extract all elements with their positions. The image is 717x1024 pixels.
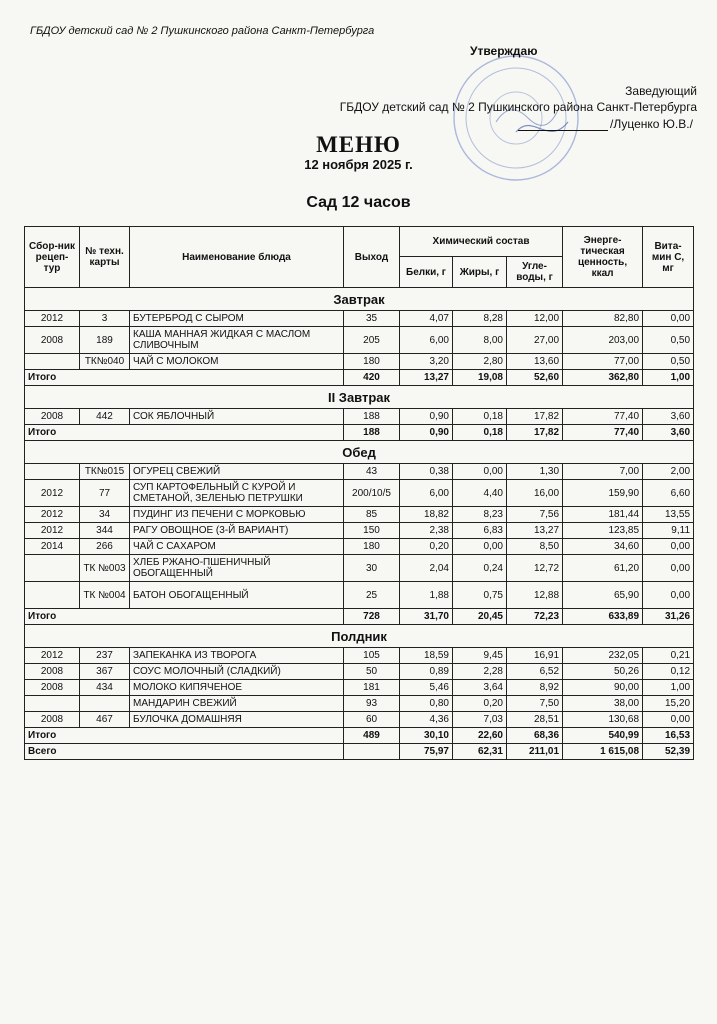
- table-row: [25, 539, 694, 555]
- cell-dish: РАГУ ОВОЩНОЕ (3-Й ВАРИАНТ): [130, 523, 344, 539]
- cell-energy: 130,68: [563, 712, 643, 728]
- total-protein: 0,90: [400, 425, 453, 441]
- cell-protein: 6,00: [400, 480, 453, 507]
- cell-collection: 2014: [25, 539, 80, 555]
- total-label: Итого: [25, 728, 344, 744]
- cell-output: 25: [344, 582, 400, 609]
- table-row: [25, 507, 694, 523]
- cell-card: 434: [80, 680, 130, 696]
- cell-dish: ЧАЙ С МОЛОКОМ: [130, 354, 344, 370]
- cell-energy: 7,00: [563, 464, 643, 480]
- cell-collection: 2008: [25, 680, 80, 696]
- cell-protein: 6,00: [400, 327, 453, 354]
- total-output: 420: [344, 370, 400, 386]
- cell-energy: 123,85: [563, 523, 643, 539]
- cell-fat: 9,45: [453, 648, 507, 664]
- cell-protein: 0,38: [400, 464, 453, 480]
- total-label: Всего: [25, 744, 344, 760]
- cell-collection: 2012: [25, 480, 80, 507]
- cell-protein: 5,46: [400, 680, 453, 696]
- cell-vitc: 15,20: [643, 696, 694, 712]
- total-vitc: 52,39: [643, 744, 694, 760]
- cell-card: 344: [80, 523, 130, 539]
- total-carbs: 17,82: [507, 425, 563, 441]
- section-title: II Завтрак: [25, 386, 694, 409]
- cell-carbs: 13,60: [507, 354, 563, 370]
- cell-fat: 0,20: [453, 696, 507, 712]
- cell-fat: 0,00: [453, 464, 507, 480]
- cell-collection: 2008: [25, 327, 80, 354]
- cell-carbs: 1,30: [507, 464, 563, 480]
- cell-collection: 2008: [25, 664, 80, 680]
- total-fat: 22,60: [453, 728, 507, 744]
- cell-output: 150: [344, 523, 400, 539]
- cell-carbs: 6,52: [507, 664, 563, 680]
- table-row: [25, 696, 694, 712]
- total-row: [25, 609, 694, 625]
- cell-energy: 77,00: [563, 354, 643, 370]
- col-fat: Жиры, г: [453, 257, 507, 288]
- cell-output: 35: [344, 311, 400, 327]
- cell-output: 93: [344, 696, 400, 712]
- section-row: [25, 441, 694, 464]
- cell-vitc: 0,12: [643, 664, 694, 680]
- grand-total-row: [25, 744, 694, 760]
- cell-vitc: 9,11: [643, 523, 694, 539]
- total-carbs: 72,23: [507, 609, 563, 625]
- cell-collection: 2012: [25, 648, 80, 664]
- table-row: [25, 409, 694, 425]
- head-organization: ГБДОУ детский сад № 2 Пушкинского района Санкт-Петербурга: [339, 100, 697, 114]
- cell-dish: БУТЕРБРОД С СЫРОМ: [130, 311, 344, 327]
- cell-dish: ОГУРЕЦ СВЕЖИЙ: [130, 464, 344, 480]
- cell-collection: 2008: [25, 712, 80, 728]
- total-carbs: 211,01: [507, 744, 563, 760]
- cell-vitc: 0,00: [643, 311, 694, 327]
- cell-collection: [25, 582, 80, 609]
- cell-dish: СУП КАРТОФЕЛЬНЫЙ С КУРОЙ И СМЕТАНОЙ, ЗЕЛЕНЬЮ ПЕТРУШКИ: [130, 480, 344, 507]
- total-vitc: 1,00: [643, 370, 694, 386]
- table-row: [25, 464, 694, 480]
- table-row: [25, 712, 694, 728]
- cell-energy: 50,26: [563, 664, 643, 680]
- cell-output: 205: [344, 327, 400, 354]
- cell-carbs: 8,50: [507, 539, 563, 555]
- cell-dish: БУЛОЧКА ДОМАШНЯЯ: [130, 712, 344, 728]
- total-energy: 540,99: [563, 728, 643, 744]
- col-vitc: Вита-мин С, мг: [643, 227, 694, 288]
- col-chem: Химический состав: [400, 227, 563, 257]
- total-fat: 19,08: [453, 370, 507, 386]
- cell-dish: ЗАПЕКАНКА ИЗ ТВОРОГА: [130, 648, 344, 664]
- cell-fat: 8,23: [453, 507, 507, 523]
- cell-collection: [25, 354, 80, 370]
- cell-collection: [25, 555, 80, 582]
- cell-carbs: 17,82: [507, 409, 563, 425]
- approve-label: Утверждаю: [470, 44, 538, 58]
- organization-line: ГБДОУ детский сад № 2 Пушкинского района Санкт-Петербурга: [30, 25, 375, 37]
- col-carbs: Угле-воды, г: [507, 257, 563, 288]
- menu-table: [24, 226, 694, 760]
- cell-card: [80, 696, 130, 712]
- cell-fat: 0,00: [453, 539, 507, 555]
- menu-subtitle: Сад 12 часов: [306, 194, 411, 211]
- cell-fat: 6,83: [453, 523, 507, 539]
- table-row: [25, 582, 694, 609]
- cell-energy: 90,00: [563, 680, 643, 696]
- cell-carbs: 12,00: [507, 311, 563, 327]
- cell-protein: 0,80: [400, 696, 453, 712]
- cell-energy: 77,40: [563, 409, 643, 425]
- cell-energy: 232,05: [563, 648, 643, 664]
- cell-vitc: 0,21: [643, 648, 694, 664]
- cell-vitc: 0,00: [643, 539, 694, 555]
- cell-card: 442: [80, 409, 130, 425]
- cell-fat: 0,18: [453, 409, 507, 425]
- cell-card: 189: [80, 327, 130, 354]
- col-protein: Белки, г: [400, 257, 453, 288]
- cell-energy: 34,60: [563, 539, 643, 555]
- total-row: [25, 425, 694, 441]
- cell-output: 188: [344, 409, 400, 425]
- cell-vitc: 0,00: [643, 555, 694, 582]
- cell-output: 30: [344, 555, 400, 582]
- table-row: [25, 327, 694, 354]
- total-energy: 77,40: [563, 425, 643, 441]
- cell-card: 34: [80, 507, 130, 523]
- total-label: Итого: [25, 609, 344, 625]
- cell-card: 266: [80, 539, 130, 555]
- cell-output: 85: [344, 507, 400, 523]
- menu-date: 12 ноября 2025 г.: [304, 157, 413, 172]
- cell-vitc: 2,00: [643, 464, 694, 480]
- cell-collection: 2008: [25, 409, 80, 425]
- cell-fat: 0,24: [453, 555, 507, 582]
- cell-fat: 2,28: [453, 664, 507, 680]
- cell-protein: 18,59: [400, 648, 453, 664]
- cell-output: 105: [344, 648, 400, 664]
- signature-line: [518, 117, 693, 131]
- cell-output: 180: [344, 539, 400, 555]
- cell-dish: ПУДИНГ ИЗ ПЕЧЕНИ С МОРКОВЬЮ: [130, 507, 344, 523]
- table-row: [25, 480, 694, 507]
- cell-card: 467: [80, 712, 130, 728]
- cell-energy: 82,80: [563, 311, 643, 327]
- cell-output: 180: [344, 354, 400, 370]
- section-row: [25, 386, 694, 409]
- cell-card: 3: [80, 311, 130, 327]
- total-protein: 31,70: [400, 609, 453, 625]
- total-energy: 633,89: [563, 609, 643, 625]
- cell-energy: 159,90: [563, 480, 643, 507]
- total-row: [25, 728, 694, 744]
- cell-fat: 3,64: [453, 680, 507, 696]
- total-fat: 0,18: [453, 425, 507, 441]
- cell-carbs: 13,27: [507, 523, 563, 539]
- section-row: [25, 288, 694, 311]
- cell-collection: 2012: [25, 523, 80, 539]
- cell-dish: ХЛЕБ РЖАНО-ПШЕНИЧНЫЙ ОБОГАЩЕННЫЙ: [130, 555, 344, 582]
- total-carbs: 68,36: [507, 728, 563, 744]
- cell-dish: МАНДАРИН СВЕЖИЙ: [130, 696, 344, 712]
- col-energy: Энерге-тическая ценность, ккал: [563, 227, 643, 288]
- total-output: 188: [344, 425, 400, 441]
- cell-carbs: 27,00: [507, 327, 563, 354]
- cell-energy: 61,20: [563, 555, 643, 582]
- cell-card: ТК№015: [80, 464, 130, 480]
- total-energy: 1 615,08: [563, 744, 643, 760]
- cell-dish: ЧАЙ С САХАРОМ: [130, 539, 344, 555]
- cell-protein: 3,20: [400, 354, 453, 370]
- cell-energy: 65,90: [563, 582, 643, 609]
- cell-vitc: 13,55: [643, 507, 694, 523]
- col-card: № техн. карты: [80, 227, 130, 288]
- menu-body: [25, 288, 694, 760]
- total-label: Итого: [25, 425, 344, 441]
- cell-collection: 2012: [25, 507, 80, 523]
- table-row: [25, 680, 694, 696]
- table-row: [25, 664, 694, 680]
- cell-output: 50: [344, 664, 400, 680]
- cell-vitc: 3,60: [643, 409, 694, 425]
- cell-dish: СОК ЯБЛОЧНЫЙ: [130, 409, 344, 425]
- cell-fat: 7,03: [453, 712, 507, 728]
- total-energy: 362,80: [563, 370, 643, 386]
- table-row: [25, 523, 694, 539]
- cell-card: 367: [80, 664, 130, 680]
- cell-energy: 203,00: [563, 327, 643, 354]
- cell-output: 43: [344, 464, 400, 480]
- cell-vitc: 0,50: [643, 327, 694, 354]
- head-position: Заведующий: [625, 84, 697, 98]
- signature: [518, 118, 608, 131]
- total-vitc: 16,53: [643, 728, 694, 744]
- total-output: [344, 744, 400, 760]
- table-row: [25, 311, 694, 327]
- total-protein: 13,27: [400, 370, 453, 386]
- cell-card: 237: [80, 648, 130, 664]
- cell-energy: 38,00: [563, 696, 643, 712]
- total-fat: 20,45: [453, 609, 507, 625]
- cell-energy: 181,44: [563, 507, 643, 523]
- cell-vitc: 0,50: [643, 354, 694, 370]
- total-vitc: 31,26: [643, 609, 694, 625]
- col-collection: Сбор-ник рецеп-тур: [25, 227, 80, 288]
- cell-fat: 4,40: [453, 480, 507, 507]
- total-row: [25, 370, 694, 386]
- cell-carbs: 12,88: [507, 582, 563, 609]
- cell-vitc: 0,00: [643, 582, 694, 609]
- col-output: Выход: [344, 227, 400, 288]
- table-row: [25, 555, 694, 582]
- table-row: [25, 648, 694, 664]
- cell-protein: 18,82: [400, 507, 453, 523]
- cell-carbs: 7,56: [507, 507, 563, 523]
- cell-dish: БАТОН ОБОГАЩЕННЫЙ: [130, 582, 344, 609]
- cell-vitc: 1,00: [643, 680, 694, 696]
- col-dish: Наименование блюда: [130, 227, 344, 288]
- cell-collection: [25, 696, 80, 712]
- cell-protein: 4,36: [400, 712, 453, 728]
- cell-card: 77: [80, 480, 130, 507]
- cell-protein: 2,38: [400, 523, 453, 539]
- cell-carbs: 7,50: [507, 696, 563, 712]
- cell-carbs: 12,72: [507, 555, 563, 582]
- cell-output: 181: [344, 680, 400, 696]
- cell-output: 200/10/5: [344, 480, 400, 507]
- cell-protein: 1,88: [400, 582, 453, 609]
- cell-card: ТК №004: [80, 582, 130, 609]
- cell-dish: КАША МАННАЯ ЖИДКАЯ С МАСЛОМ СЛИВОЧНЫМ: [130, 327, 344, 354]
- cell-fat: 8,00: [453, 327, 507, 354]
- cell-carbs: 16,91: [507, 648, 563, 664]
- total-fat: 62,31: [453, 744, 507, 760]
- cell-fat: 0,75: [453, 582, 507, 609]
- cell-carbs: 16,00: [507, 480, 563, 507]
- total-vitc: 3,60: [643, 425, 694, 441]
- cell-card: ТК№040: [80, 354, 130, 370]
- table-row: [25, 354, 694, 370]
- cell-collection: 2012: [25, 311, 80, 327]
- cell-dish: МОЛОКО КИПЯЧЕНОЕ: [130, 680, 344, 696]
- cell-fat: 2,80: [453, 354, 507, 370]
- cell-card: ТК №003: [80, 555, 130, 582]
- signer-name: /Луценко Ю.В./: [610, 117, 693, 131]
- cell-output: 60: [344, 712, 400, 728]
- cell-protein: 0,89: [400, 664, 453, 680]
- section-title: Обед: [25, 441, 694, 464]
- total-protein: 75,97: [400, 744, 453, 760]
- cell-vitc: 6,60: [643, 480, 694, 507]
- section-row: [25, 625, 694, 648]
- cell-protein: 4,07: [400, 311, 453, 327]
- cell-carbs: 28,51: [507, 712, 563, 728]
- cell-protein: 0,20: [400, 539, 453, 555]
- cell-vitc: 0,00: [643, 712, 694, 728]
- cell-protein: 0,90: [400, 409, 453, 425]
- cell-dish: СОУС МОЛОЧНЫЙ (СЛАДКИЙ): [130, 664, 344, 680]
- total-label: Итого: [25, 370, 344, 386]
- section-title: Завтрак: [25, 288, 694, 311]
- cell-fat: 8,28: [453, 311, 507, 327]
- cell-collection: [25, 464, 80, 480]
- total-output: 489: [344, 728, 400, 744]
- total-carbs: 52,60: [507, 370, 563, 386]
- total-output: 728: [344, 609, 400, 625]
- cell-protein: 2,04: [400, 555, 453, 582]
- total-protein: 30,10: [400, 728, 453, 744]
- page-title: МЕНЮ: [316, 132, 401, 157]
- cell-carbs: 8,92: [507, 680, 563, 696]
- section-title: Полдник: [25, 625, 694, 648]
